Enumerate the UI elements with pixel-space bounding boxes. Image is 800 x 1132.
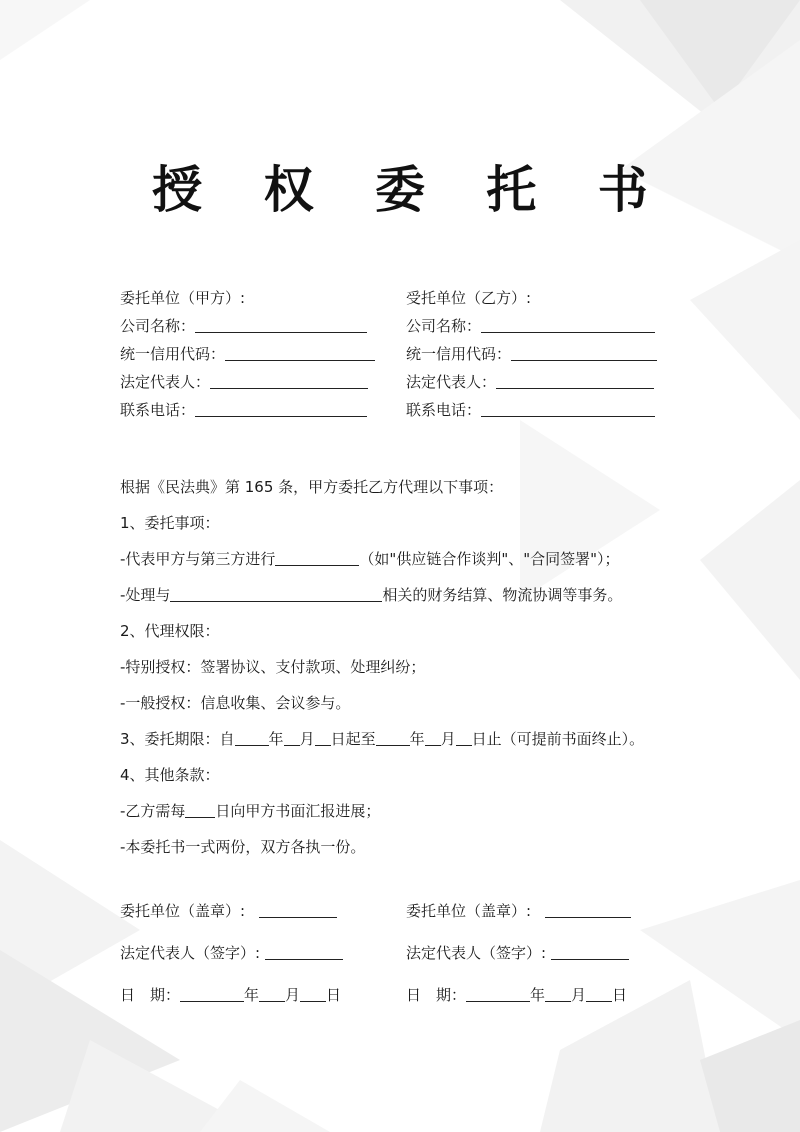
party-b-block (406, 284, 686, 424)
seal-blank[interactable] (259, 901, 337, 918)
phone-label: 联系电话： (406, 401, 482, 419)
month-blank[interactable] (545, 985, 571, 1002)
item-1-prefix: -代表甲方与第三方进行 (120, 550, 276, 568)
credit-code-blank[interactable] (511, 344, 657, 361)
date-row (120, 982, 343, 1024)
party-a-phone-row (120, 396, 400, 424)
month-blank[interactable] (259, 985, 285, 1002)
party-a-company-row (120, 312, 400, 340)
rep-sign-label: 法定代表人（签字）: (406, 944, 547, 962)
to-month-blank[interactable] (425, 729, 441, 746)
seal-blank[interactable] (545, 901, 631, 918)
seal-row (406, 898, 631, 940)
section-4-title: 4、其他条款： (120, 766, 220, 784)
party-a-heading: 委托单位（甲方）: (120, 289, 246, 307)
rep-sign-row (120, 940, 343, 982)
day-text: 日 (326, 986, 342, 1004)
day-text: 日 (612, 986, 628, 1004)
to-day-blank[interactable] (456, 729, 472, 746)
from-year-blank[interactable] (235, 729, 269, 746)
rep-sign-blank[interactable] (551, 943, 629, 960)
section-3 (120, 726, 700, 762)
year-blank[interactable] (466, 985, 530, 1002)
negotiation-blank[interactable] (275, 549, 359, 566)
item-5-suffix: 日向甲方书面汇报进展； (215, 802, 381, 820)
date-row (406, 982, 631, 1024)
rep-sign-blank[interactable] (265, 943, 343, 960)
date-label: 日 期： (406, 986, 467, 1004)
day-blank[interactable] (300, 985, 326, 1002)
phone-blank[interactable] (195, 400, 367, 417)
company-label: 公司名称： (120, 317, 196, 335)
month-text: 月 (440, 730, 456, 748)
item-5 (120, 798, 700, 834)
signature-block-right (406, 898, 631, 1024)
year-text: 年 (268, 730, 284, 748)
phone-label: 联系电话： (120, 401, 196, 419)
party-a-rep-row (120, 368, 400, 396)
item-2 (120, 582, 700, 618)
intro-text: 根据《民法典》第 165 条，甲方委托乙方代理以下事项： (120, 478, 504, 496)
legal-rep-blank[interactable] (496, 372, 654, 389)
item-1-suffix: （如"供应链合作谈判"、"合同签署"）； (359, 550, 620, 568)
seal-row (120, 898, 343, 940)
day-blank[interactable] (586, 985, 612, 1002)
party-a-block (120, 284, 400, 424)
section-2-title: 2、代理权限： (120, 622, 220, 640)
from-month-blank[interactable] (284, 729, 300, 746)
party-b-credit-row (406, 340, 686, 368)
company-blank[interactable] (481, 316, 655, 333)
day-from-text: 日起至 (330, 730, 376, 748)
date-label: 日 期： (120, 986, 181, 1004)
from-day-blank[interactable] (315, 729, 331, 746)
year-text: 年 (244, 986, 260, 1004)
party-b-heading: 受托单位（乙方）: (406, 289, 532, 307)
item-2-prefix: -处理与 (120, 586, 171, 604)
day-to-text: 日止（可提前书面终止）。 (471, 730, 645, 748)
item-3: -特别授权：签署协议、支付款项、处理纠纷； (120, 658, 426, 676)
credit-code-label: 统一信用代码： (406, 345, 512, 363)
party-b-rep-row (406, 368, 686, 396)
party-b-phone-row (406, 396, 686, 424)
legal-rep-blank[interactable] (210, 372, 368, 389)
year-blank[interactable] (180, 985, 244, 1002)
matter-blank[interactable] (170, 585, 382, 602)
item-4: -一般授权：信息收集、会议参与。 (120, 694, 351, 712)
phone-blank[interactable] (481, 400, 655, 417)
year-text: 年 (409, 730, 425, 748)
section-1-title: 1、委托事项： (120, 514, 220, 532)
item-5-prefix: -乙方需每 (120, 802, 186, 820)
party-a-credit-row (120, 340, 400, 368)
company-label: 公司名称： (406, 317, 482, 335)
credit-code-blank[interactable] (225, 344, 375, 361)
item-1 (120, 546, 700, 582)
item-6: -本委托书一式两份，双方各执一份。 (120, 838, 366, 856)
rep-sign-label: 法定代表人（签字）: (120, 944, 261, 962)
to-year-blank[interactable] (376, 729, 410, 746)
company-blank[interactable] (195, 316, 367, 333)
year-text: 年 (530, 986, 546, 1004)
rep-sign-row (406, 940, 631, 982)
month-text: 月 (571, 986, 587, 1004)
month-text: 月 (299, 730, 315, 748)
document-body (120, 474, 700, 870)
legal-rep-label: 法定代表人： (120, 373, 211, 391)
credit-code-label: 统一信用代码： (120, 345, 226, 363)
section-3-prefix: 3、委托期限：自 (120, 730, 235, 748)
item-2-suffix: 相关的财务结算、物流协调等事务。 (382, 586, 623, 604)
seal-label: 委托单位（盖章）: (120, 902, 246, 920)
report-days-blank[interactable] (185, 801, 215, 818)
seal-label: 委托单位（盖章）: (406, 902, 532, 920)
document-title: 授 权 委 托 书 (152, 161, 670, 219)
party-b-company-row (406, 312, 686, 340)
month-text: 月 (285, 986, 301, 1004)
signature-block-left (120, 898, 343, 1024)
legal-rep-label: 法定代表人： (406, 373, 497, 391)
